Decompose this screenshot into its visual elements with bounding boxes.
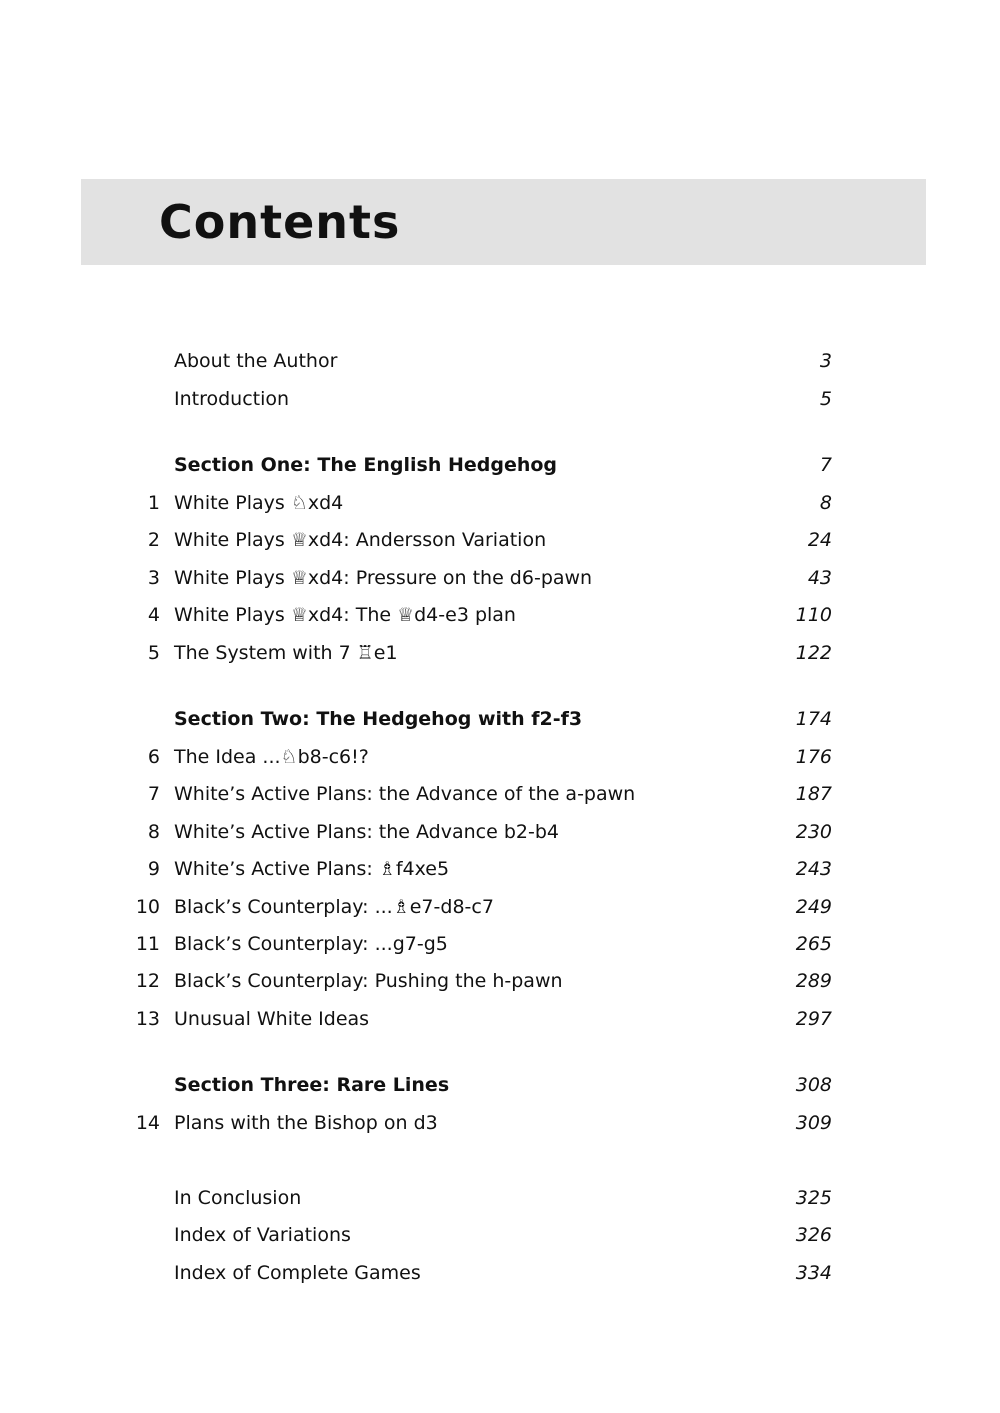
chapter-number: 1: [147, 492, 160, 514]
entry-title: Introduction: [174, 388, 290, 410]
toc-chapter-4[interactable]: [0, 600, 1000, 630]
entry-title: Black’s Counterplay: Pushing the h-pawn: [174, 970, 563, 992]
toc-chapter-2[interactable]: [0, 525, 1000, 555]
toc-chapter-14[interactable]: [0, 1108, 1000, 1138]
page-number: 110: [795, 604, 832, 626]
page-number: 308: [795, 1074, 832, 1096]
toc-chapter-9[interactable]: [0, 854, 1000, 884]
page-number: 265: [795, 933, 832, 955]
page-number: 297: [795, 1008, 832, 1030]
page-title: Contents: [159, 195, 401, 249]
toc-chapter-5[interactable]: [0, 638, 1000, 668]
chapter-number: 10: [135, 896, 160, 918]
page-number: 325: [795, 1187, 832, 1209]
chapter-number: 14: [135, 1112, 160, 1134]
entry-title: About the Author: [174, 350, 338, 372]
section-title: Section Two: The Hedgehog with f2-f3: [174, 708, 583, 730]
entry-title: Index of Variations: [174, 1224, 351, 1246]
chapter-number: 13: [135, 1008, 160, 1030]
entry-title: White Plays ♘xd4: [174, 492, 344, 514]
entry-title: White’s Active Plans: ♗f4xe5: [174, 858, 450, 880]
page-number: 326: [795, 1224, 832, 1246]
chapter-number: 2: [147, 529, 160, 551]
entry-title: Index of Complete Games: [174, 1262, 421, 1284]
toc-entry-conclusion[interactable]: [0, 1183, 1000, 1213]
toc-entry-about-author[interactable]: [0, 346, 1000, 376]
page-number: 3: [819, 350, 832, 372]
toc-section-three[interactable]: [0, 1070, 1000, 1100]
toc-chapter-11[interactable]: [0, 929, 1000, 959]
toc-chapter-6[interactable]: [0, 742, 1000, 772]
entry-title: The System with 7 ♖e1: [174, 642, 398, 664]
page-number: 249: [795, 896, 832, 918]
toc-chapter-13[interactable]: [0, 1004, 1000, 1034]
entry-title: Unusual White Ideas: [174, 1008, 370, 1030]
toc-section-one[interactable]: [0, 450, 1000, 480]
section-title: Section Three: Rare Lines: [174, 1074, 450, 1096]
chapter-number: 9: [147, 858, 160, 880]
page-number: 176: [795, 746, 832, 768]
entry-title: In Conclusion: [174, 1187, 302, 1209]
entry-title: White’s Active Plans: the Advance of the a-pawn: [174, 783, 636, 805]
entry-title: White Plays ♕xd4: Pressure on the d6-pawn: [174, 567, 593, 589]
entry-title: White’s Active Plans: the Advance b2-b4: [174, 821, 560, 843]
page-number: 24: [807, 529, 832, 551]
page-number: 43: [807, 567, 832, 589]
toc-chapter-10[interactable]: [0, 892, 1000, 922]
page-number: 8: [819, 492, 832, 514]
page-number: 174: [795, 708, 832, 730]
page-number: 5: [819, 388, 832, 410]
page-number: 230: [795, 821, 832, 843]
section-title: Section One: The English Hedgehog: [174, 454, 558, 476]
chapter-number: 3: [147, 567, 160, 589]
toc-entry-index-variations[interactable]: [0, 1220, 1000, 1250]
chapter-number: 8: [147, 821, 160, 843]
page-number: 7: [819, 454, 832, 476]
entry-title: White Plays ♕xd4: Andersson Variation: [174, 529, 547, 551]
page-number: 122: [795, 642, 832, 664]
entry-title: Plans with the Bishop on d3: [174, 1112, 438, 1134]
toc-section-two[interactable]: [0, 704, 1000, 734]
chapter-number: 7: [147, 783, 160, 805]
toc-entry-index-games[interactable]: [0, 1258, 1000, 1288]
page-number: 187: [795, 783, 832, 805]
entry-title: Black’s Counterplay: ...♗e7-d8-c7: [174, 896, 494, 918]
chapter-number: 12: [135, 970, 160, 992]
toc-chapter-8[interactable]: [0, 817, 1000, 847]
page-number: 334: [795, 1262, 832, 1284]
toc-chapter-7[interactable]: [0, 779, 1000, 809]
toc-chapter-12[interactable]: [0, 966, 1000, 996]
chapter-number: 11: [135, 933, 160, 955]
chapter-number: 4: [147, 604, 160, 626]
page-number: 243: [795, 858, 832, 880]
toc-chapter-1[interactable]: [0, 488, 1000, 518]
chapter-number: 6: [147, 746, 160, 768]
page-number: 309: [795, 1112, 832, 1134]
entry-title: The Idea ...♘b8-c6!?: [174, 746, 369, 768]
chapter-number: 5: [147, 642, 160, 664]
page-number: 289: [795, 970, 832, 992]
entry-title: White Plays ♕xd4: The ♕d4-e3 plan: [174, 604, 516, 626]
entry-title: Black’s Counterplay: ...g7-g5: [174, 933, 448, 955]
toc-chapter-3[interactable]: [0, 563, 1000, 593]
toc-entry-introduction[interactable]: [0, 384, 1000, 414]
